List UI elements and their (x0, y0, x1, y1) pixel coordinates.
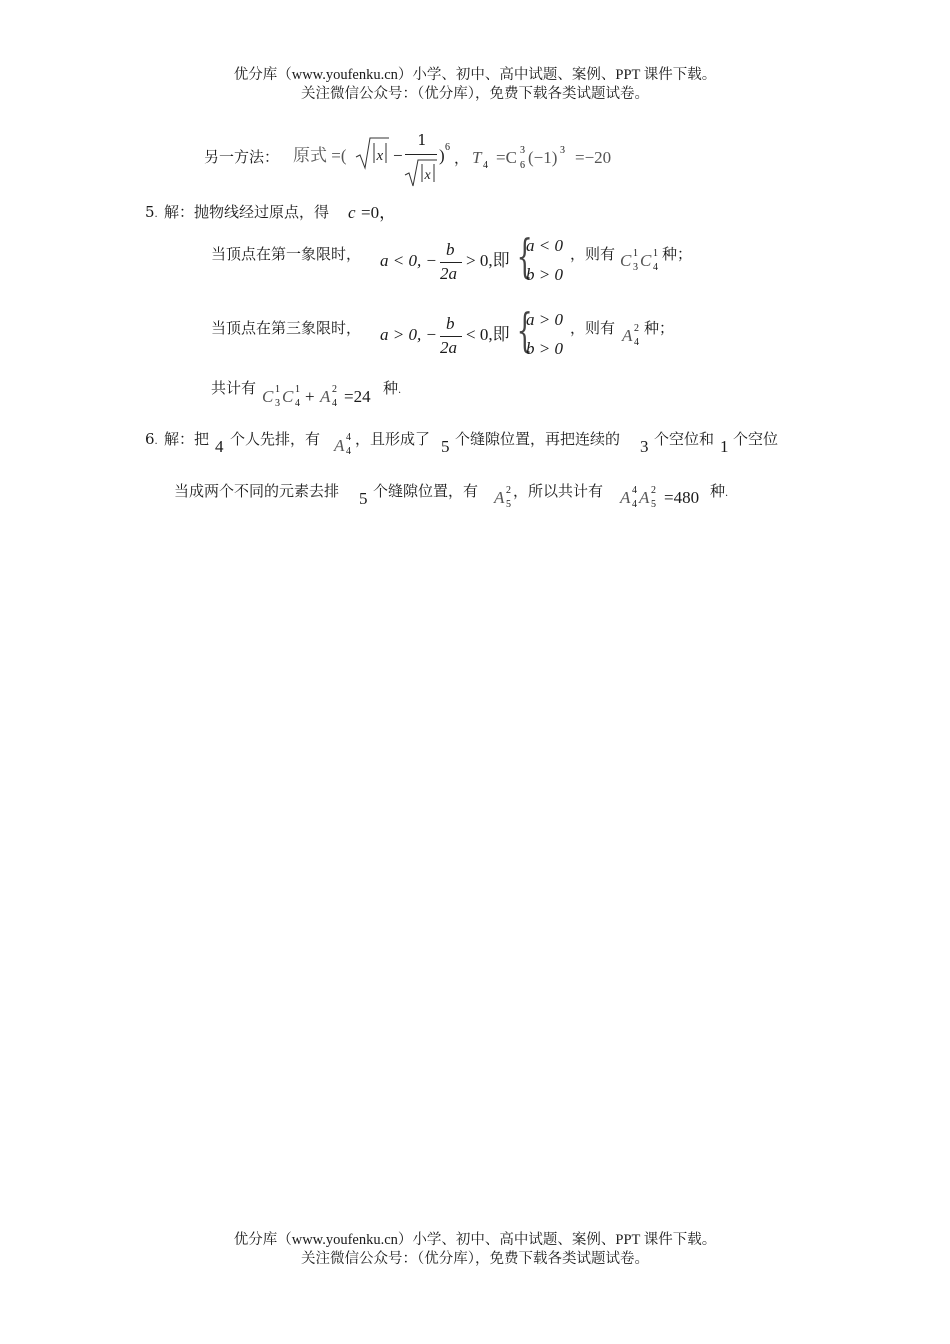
q5-total-c2: C (282, 387, 294, 406)
footer-line-1: 优分库（www.youfenku.cn）小学、初中、高中试题、案例、PPT 课件下载。 (233, 1232, 717, 1248)
alt-c-sub: 6 (520, 160, 525, 171)
q6-part6: 个空位 (733, 430, 779, 448)
footer-line-2: 关注微信公众号：（优分库），免费下载各类试题试卷。 (301, 1251, 649, 1267)
q5-total-c1: C (262, 387, 274, 406)
alt-comma: ， (454, 149, 470, 167)
q5-first-frac-num: b (446, 240, 455, 259)
q5-total-label: 共计有 (211, 379, 257, 397)
q5-third-count: A (622, 326, 633, 345)
q5-third-then: ，则有 (570, 319, 616, 337)
alt-t: T (472, 148, 482, 167)
q5-first-frac-den: 2a (440, 264, 457, 283)
q6-part5: 个空位和 (654, 430, 715, 448)
q5-first-count-c2-sub: 4 (653, 262, 658, 273)
q6-line2-part1: 当成两个不同的元素去排 (174, 482, 340, 500)
q5-third-cond: a > 0, − (380, 325, 437, 344)
page-footer (0, 1231, 950, 1269)
alt-label: 另一方法： (204, 148, 280, 166)
q5-third-label: 当顶点在第三象限时， (211, 319, 362, 337)
q6-part1: 解：把 (164, 430, 210, 448)
q6-result-a2: A (639, 488, 650, 507)
q6-line2-part2: 个缝隙位置，有 (373, 482, 479, 500)
q6-result-a1: A (620, 488, 631, 507)
q6-result-a2-sup: 2 (651, 485, 656, 496)
alt-minus: − (393, 146, 403, 165)
q6-result-a1-sup: 4 (632, 485, 637, 496)
q5-intro: 解：抛物线经过原点，得 (164, 203, 330, 221)
alt-t-sub: 4 (483, 160, 488, 171)
q5-third-count-sup: 2 (634, 323, 639, 334)
q5-first-frac-bar (440, 262, 462, 263)
alt-result: =−20 (575, 148, 612, 167)
q5-total-plus: + (305, 387, 315, 406)
q6-a52-sup: 2 (506, 485, 511, 496)
q6-part2: 个人先排，有 (230, 430, 321, 448)
sqrt-abs-x-denominator-icon (403, 158, 439, 188)
q5-first-count-c1: C (620, 251, 632, 270)
q5-total-a-sup: 2 (332, 384, 337, 395)
q5-first-count-c1-sup: 1 (633, 248, 638, 259)
header-line-2: 关注微信公众号：（优分库），免费下载各类试题试卷。 (301, 86, 649, 102)
q6-n5: 5 (441, 437, 450, 456)
alt-c-sup: 3 (520, 145, 525, 156)
q5-third-brace-icon: { (516, 303, 533, 357)
q5-third-sys1: a > 0 (526, 310, 563, 329)
q5-first-brace-icon: { (516, 229, 533, 283)
alt-frac-num: 1 (417, 131, 427, 149)
q5-total-c1-sup: 1 (275, 384, 280, 395)
svg-text:x: x (376, 148, 384, 164)
alt-rest: (−1) (528, 148, 558, 167)
q5-c-eq: =0， (361, 203, 397, 222)
q5-first-label: 当顶点在第一象限时， (211, 245, 362, 263)
q5-total-unit: 种. (383, 379, 402, 397)
sqrt-abs-x-icon (354, 135, 390, 171)
q5-total-c2-sub: 4 (295, 398, 300, 409)
alt-yuanshi: 原式 =( (293, 146, 347, 165)
q5-total-a: A (320, 387, 331, 406)
q5-first-then: ，则有 (570, 245, 616, 263)
q6-a52-sub: 5 (506, 499, 511, 510)
q6-n3: 3 (640, 437, 649, 456)
svg-text:x: x (424, 168, 431, 183)
q5-total-result: =24 (344, 387, 371, 406)
q6-a52: A (494, 488, 505, 507)
q5-third-frac-num: b (446, 314, 455, 333)
q5-third-tail: < 0,即 (466, 325, 510, 344)
q5-first-cond: a < 0, − (380, 251, 437, 270)
q5-third-count-sub: 4 (634, 337, 639, 348)
q6-unit: 种. (710, 482, 729, 500)
q6-result-a1-sub: 4 (632, 499, 637, 510)
q6-part3: ，且形成了 (355, 430, 431, 448)
q5-first-tail: > 0,即 (466, 251, 510, 270)
q5-first-unit: 种； (662, 245, 693, 263)
q5-third-sys2: b > 0 (526, 339, 563, 358)
q5-first-sys1: a < 0 (526, 236, 563, 255)
page-header (0, 66, 950, 104)
alt-exp: 6 (445, 142, 450, 153)
alt-eq-c: =C (496, 148, 517, 167)
header-line-1: 优分库（www.youfenku.cn）小学、初中、高中试题、案例、PPT 课件下载。 (233, 67, 717, 83)
alt-frac-bar (405, 154, 437, 155)
alt-close-paren: ) (439, 146, 445, 165)
q5-third-frac-den: 2a (440, 338, 457, 357)
q6-n4: 4 (215, 437, 224, 456)
q5-first-sys2: b > 0 (526, 265, 563, 284)
q6-a44-sup: 4 (346, 432, 351, 443)
alt-rest-exp: 3 (560, 145, 565, 156)
q6-part4: 个缝隙位置，再把连续的 (455, 430, 621, 448)
q5-total-a-sub: 4 (332, 398, 337, 409)
q5-third-frac-bar (440, 336, 462, 337)
q6-number: 6. (145, 430, 158, 448)
q5-first-count-c2-sup: 1 (653, 248, 658, 259)
q6-n1: 1 (720, 437, 729, 456)
q6-result-a2-sub: 5 (651, 499, 656, 510)
q5-third-unit: 种； (644, 319, 675, 337)
q5-total-c1-sub: 3 (275, 398, 280, 409)
q6-a44-sub: 4 (346, 446, 351, 457)
q6-a44: A (334, 436, 345, 455)
q5-c-var: c (348, 203, 356, 222)
q5-number: 5. (145, 203, 158, 221)
q6-result-value: =480 (664, 488, 700, 507)
q6-n5b: 5 (359, 489, 368, 508)
q6-line2-part3: ，所以共计有 (513, 482, 604, 500)
q5-first-count-c1-sub: 3 (633, 262, 638, 273)
q5-total-c2-sup: 1 (295, 384, 300, 395)
q5-first-count-c2: C (640, 251, 652, 270)
